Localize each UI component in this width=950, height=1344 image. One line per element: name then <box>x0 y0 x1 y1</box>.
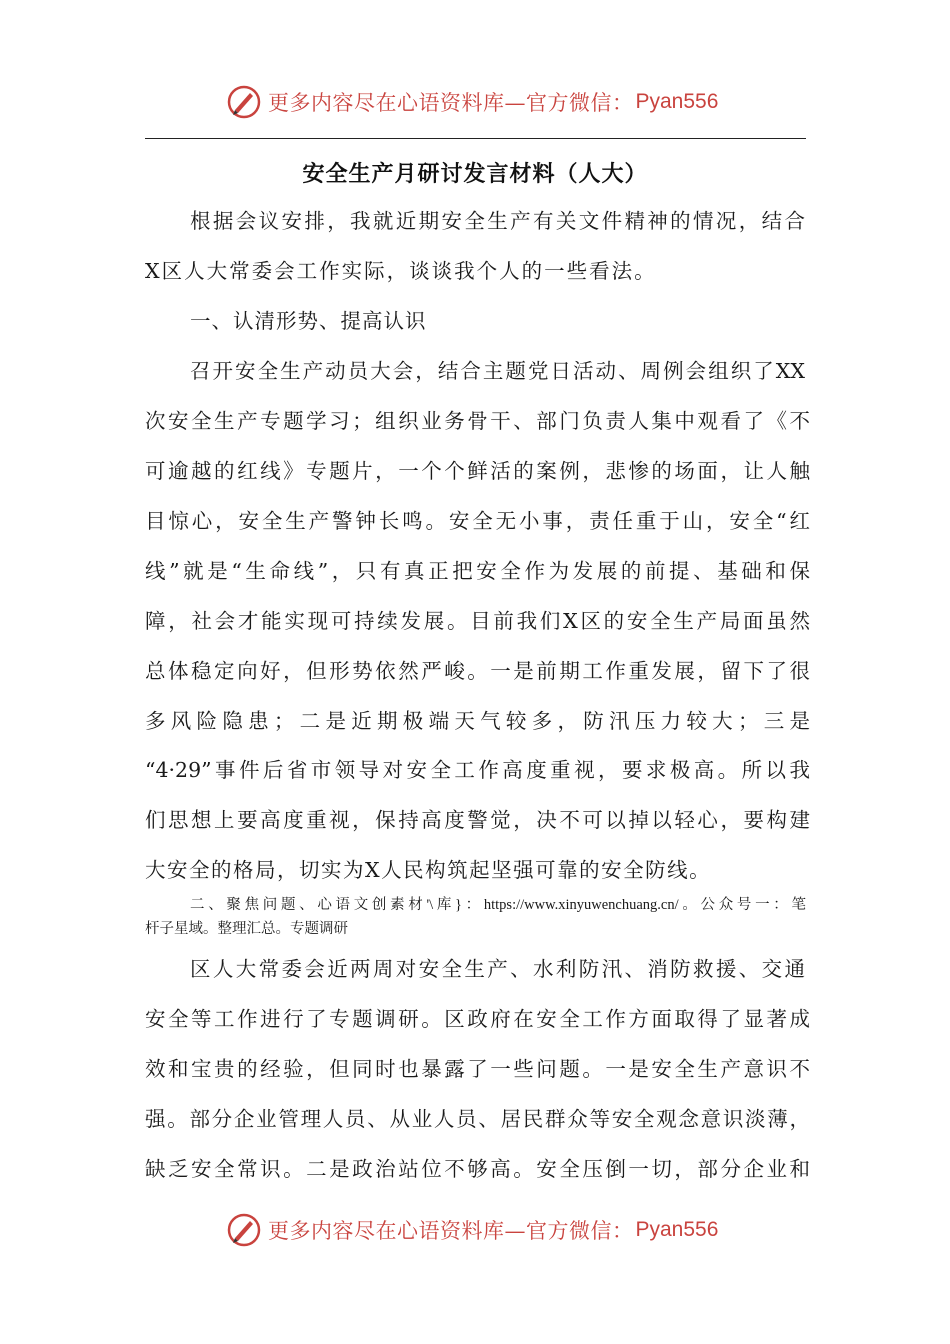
page-title: 安全生产月研讨发言材料（人大） <box>302 162 648 187</box>
paragraph-line: 安全等工作进行了专题调研。区政府在安全工作方面取得了显著成 <box>145 1007 810 1031</box>
paragraph-line: 缺乏安全常识。二是政治站位不够高。安全压倒一切，部分企业和 <box>145 1157 810 1181</box>
banner-handle: Pyan556 <box>635 90 719 113</box>
paragraph-line: “4·29”事件后省市领导对安全工作高度重视，要求极高。所以我 <box>145 758 810 782</box>
section-heading: 一、认清形势、提高认识 <box>190 309 427 333</box>
paragraph-line: 线”就是“生命线”，只有真正把安全作为发展的前提、基础和保 <box>145 559 810 583</box>
section-heading-small: 杆子星域。整理汇总。专题调研 <box>145 921 348 937</box>
paragraph-line: 目惊心，安全生产警钟长鸣。安全无小事，责任重于山，安全“红 <box>145 509 810 533</box>
paragraph-line: 次安全生产专题学习；组织业务骨干、部门负责人集中观看了《不 <box>145 409 810 433</box>
banner-handle: Pyan556 <box>635 1218 719 1241</box>
header-banner <box>226 82 718 122</box>
paragraph-line: 强。部分企业管理人员、从业人员、居民群众等安全观念意识淡薄， <box>145 1107 810 1131</box>
section-heading-small: 二、聚焦问题、心语文创素材'\库}：https://www.xinyuwenchuang.cn/。公众号一：笔 <box>190 897 806 913</box>
header-divider <box>145 138 806 139</box>
paragraph-line: 根据会议安排，我就近期安全生产有关文件精神的情况，结合 <box>190 209 805 233</box>
paragraph-line: 可逾越的红线》专题片，一个个鲜活的案例，悲惨的场面，让人触 <box>145 459 810 483</box>
logo-icon <box>226 1212 262 1248</box>
paragraph-line: 总体稳定向好，但形势依然严峻。一是前期工作重发展，留下了很 <box>145 659 810 683</box>
paragraph-line: 们思想上要高度重视，保持高度警觉，决不可以掉以轻心，要构建 <box>145 808 810 832</box>
paragraph-line: 效和宝贵的经验，但同时也暴露了一些问题。一是安全生产意识不 <box>145 1057 810 1081</box>
paragraph-line: X区人大常委会工作实际，谈谈我个人的一些看法。 <box>145 259 657 283</box>
footer-banner <box>226 1210 718 1250</box>
paragraph-line: 召开安全生产动员大会，结合主题党日活动、周例会组织了XX <box>190 359 805 383</box>
banner-text: 更多内容尽在心语资料库—官方微信： <box>268 1219 634 1243</box>
paragraph-line: 区人大常委会近两周对安全生产、水利防汛、消防救援、交通 <box>190 957 805 981</box>
banner-text: 更多内容尽在心语资料库—官方微信： <box>268 91 634 115</box>
paragraph-line: 大安全的格局，切实为X人民构筑起坚强可靠的安全防线。 <box>145 858 712 882</box>
logo-icon <box>226 84 262 120</box>
paragraph-line: 障，社会才能实现可持续发展。目前我们X区的安全生产局面虽然 <box>145 609 810 633</box>
paragraph-line: 多风险隐患；二是近期极端天气较多，防汛压力较大；三是 <box>145 709 810 733</box>
